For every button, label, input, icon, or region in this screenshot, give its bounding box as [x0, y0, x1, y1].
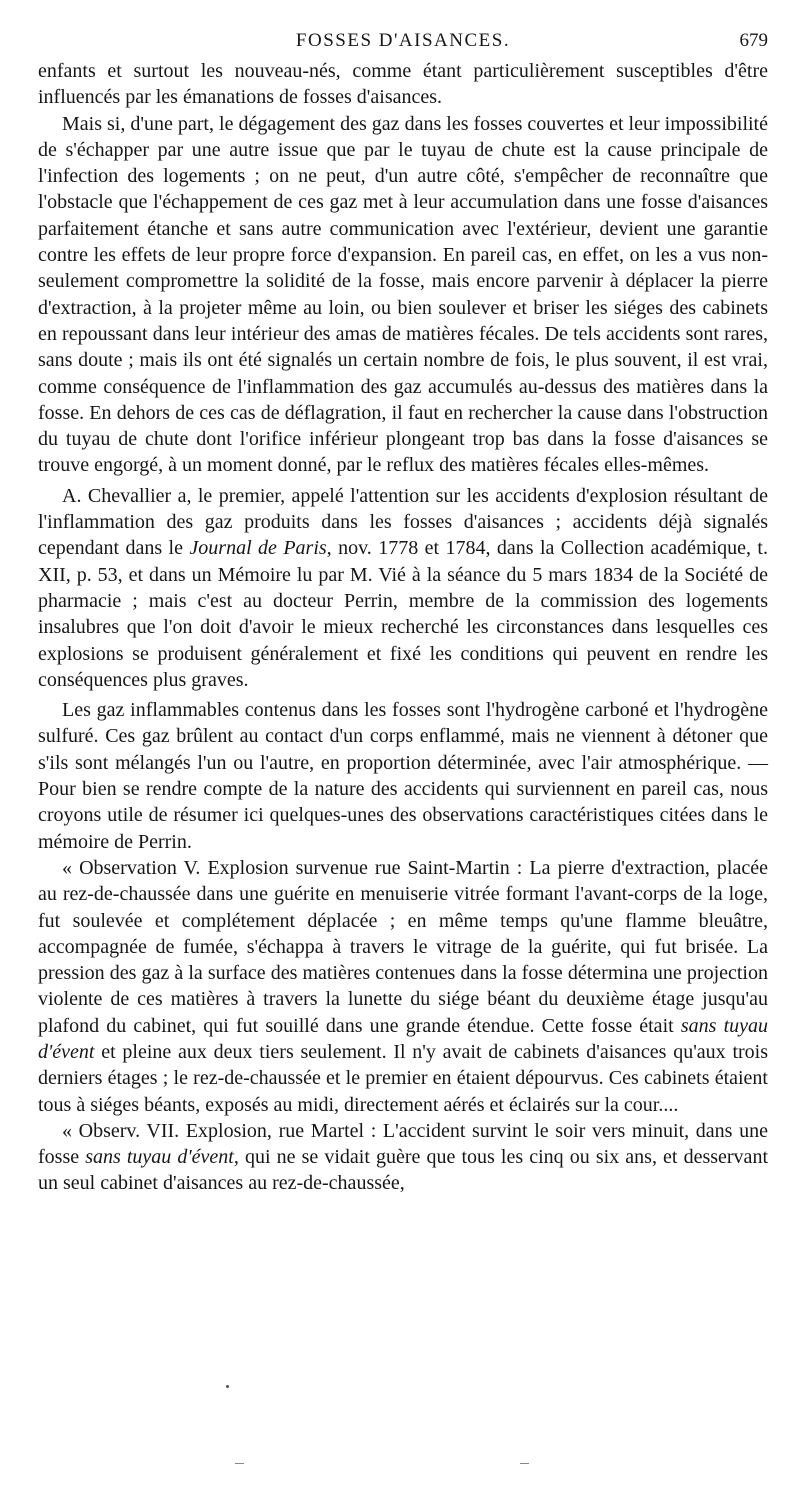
print-mark: [235, 1463, 244, 1464]
paragraph-text: enfants et surtout les nouveau-nés, comme étant particulièrement susceptibles d'être influencés par les émanations de fosses d'aisances.: [38, 60, 768, 109]
book-page: [38, 28, 768, 1197]
running-title: FOSSES D'AISANCES.: [295, 30, 511, 51]
paragraph-text: et pleine aux deux tiers seulement. Il n'y avait de cabinets d'aisances qu'aux trois derniers étages ; le rez-de-chaussée et le premier en étaient dépourvus. Ces cabinets étaient tous à siéges béants, exposés au midi, directement aérés et éclairés sur la cour....: [38, 1040, 768, 1116]
paragraph: [38, 58, 768, 111]
paragraph-text: « Observ. VII. Explosion, rue Martel : L'accident survint le soir vers minuit, dans une fosse: [38, 1119, 768, 1169]
paragraph: [38, 483, 768, 693]
print-mark: [520, 1463, 529, 1464]
italic-title: Journal de Paris: [189, 537, 327, 560]
print-speck: [226, 1385, 229, 1388]
paragraph: [38, 697, 768, 855]
paragraph-text: , qui ne se vidait guère que tous les cinq ou six ans, et desservant un seul cabinet d'aisances au rez-de-chaussée,: [38, 1146, 768, 1195]
paragraph-text: Les gaz inflammables contenus dans les fosses sont l'hydrogène carboné et l'hydrogène sulfuré. Ces gaz brûlent au contact d'un corps enflammé, mais ne viennent à détoner que s'ils sont mélangés l'un ou l'autre, en proportion déterminée, avec l'air atmosphérique. — Pour bien se rendre compte de la nature des accidents qui surviennent en pareil cas, nous croyons utile de résumer ici quelques-unes des observations caractéristiques citées dans le mémoire de Perrin.: [38, 699, 768, 853]
paragraph-text: A. Chevallier a, le premier, appelé l'attention sur les accidents d'explosion résultant de l'inflammation des gaz produits dans les fosses d'aisances ; accidents déjà signalés cependant dans le: [38, 484, 768, 560]
paragraph-text: Mais si, d'une part, le dégagement des gaz dans les fosses couvertes et leur impossibilité de s'échapper par une autre issue que par le tuyau de chute est la cause principale de l'infection des logements ; on ne peut, d'un autre côté, s'empêcher de reconnaître que l'obstacle que l'échappement de ces gaz met à leur accumulation dans une fosse d'aisances parfaitement étanche et sans autre communication avec l'extérieur, devient une garantie contre les effets de leur propre force d'expansion. En pareil cas, en effet, on les a vus non-seulement compromettre la solidité de la fosse, mais encore parvenir à déplacer la pierre d'extraction, à la projeter même au loin, ou bien soulever et briser les siéges des cabinets en repoussant dans leur intérieur des amas de matières fécales. De tels accidents sont rares, sans doute ; mais ils ont été signalés un certain nombre de fois, le plus souvent, il est vrai, comme conséquence de l'inflammation des gaz accumulés au-dessus des matières dans la fosse. En dehors de ces cas de déflagration, il faut en rechercher la cause dans l'obstruction du tuyau de chute dont l'orifice inférieur plongeant trop bas dans la fosse d'aisances se trouve engorgé, à un moment donné, par le reflux des matières fécales elles-mêmes.: [38, 112, 768, 477]
italic-phrase: sans tuyau d'évent: [38, 1014, 768, 1063]
paragraph: [38, 111, 768, 479]
page-header: [38, 28, 768, 58]
paragraph-text: , nov. 1778 et 1784, dans la Collection académique, t. XII, p. 53, et dans un Mémoire lu par M. Vié à la séance du 5 mars 1834 de la Société de pharmacie ; mais c'est au docteur Perrin, membre de la commission des logements insalubres que l'on doit d'avoir le mieux recherché les circonstances dans lesquelles ces explosions se produisent généralement et fixé les conditions qui peuvent en rendre les conséquences plus graves.: [38, 537, 768, 691]
observation-paragraph: [38, 1118, 768, 1197]
observation-paragraph: [38, 855, 768, 1118]
paragraph-text: « Observation V. Explosion survenue rue Saint-Martin : La pierre d'extraction, placée au rez-de-chaussée dans une guérite en menuiserie vitrée formant l'avant-corps de la loge, fut soulevée et complétement déplacée ; en même temps qu'une flamme bleuâtre, accompagnée de fumée, s'échappa à travers le vitrage de la guérite, qui fut brisée. La pression des gaz à la surface des matières contenues dans la fosse détermina une projection violente de ces matières à travers la lunette du siége béant du deuxième étage jusqu'au plafond du cabinet, qui fut souillé dans une grande étendue. Cette fosse était: [38, 856, 768, 1037]
body-text: [38, 58, 768, 1197]
page-number: 679: [739, 30, 768, 51]
italic-phrase: sans tuyau d'évent: [85, 1146, 234, 1169]
print-marks: [0, 1463, 800, 1467]
